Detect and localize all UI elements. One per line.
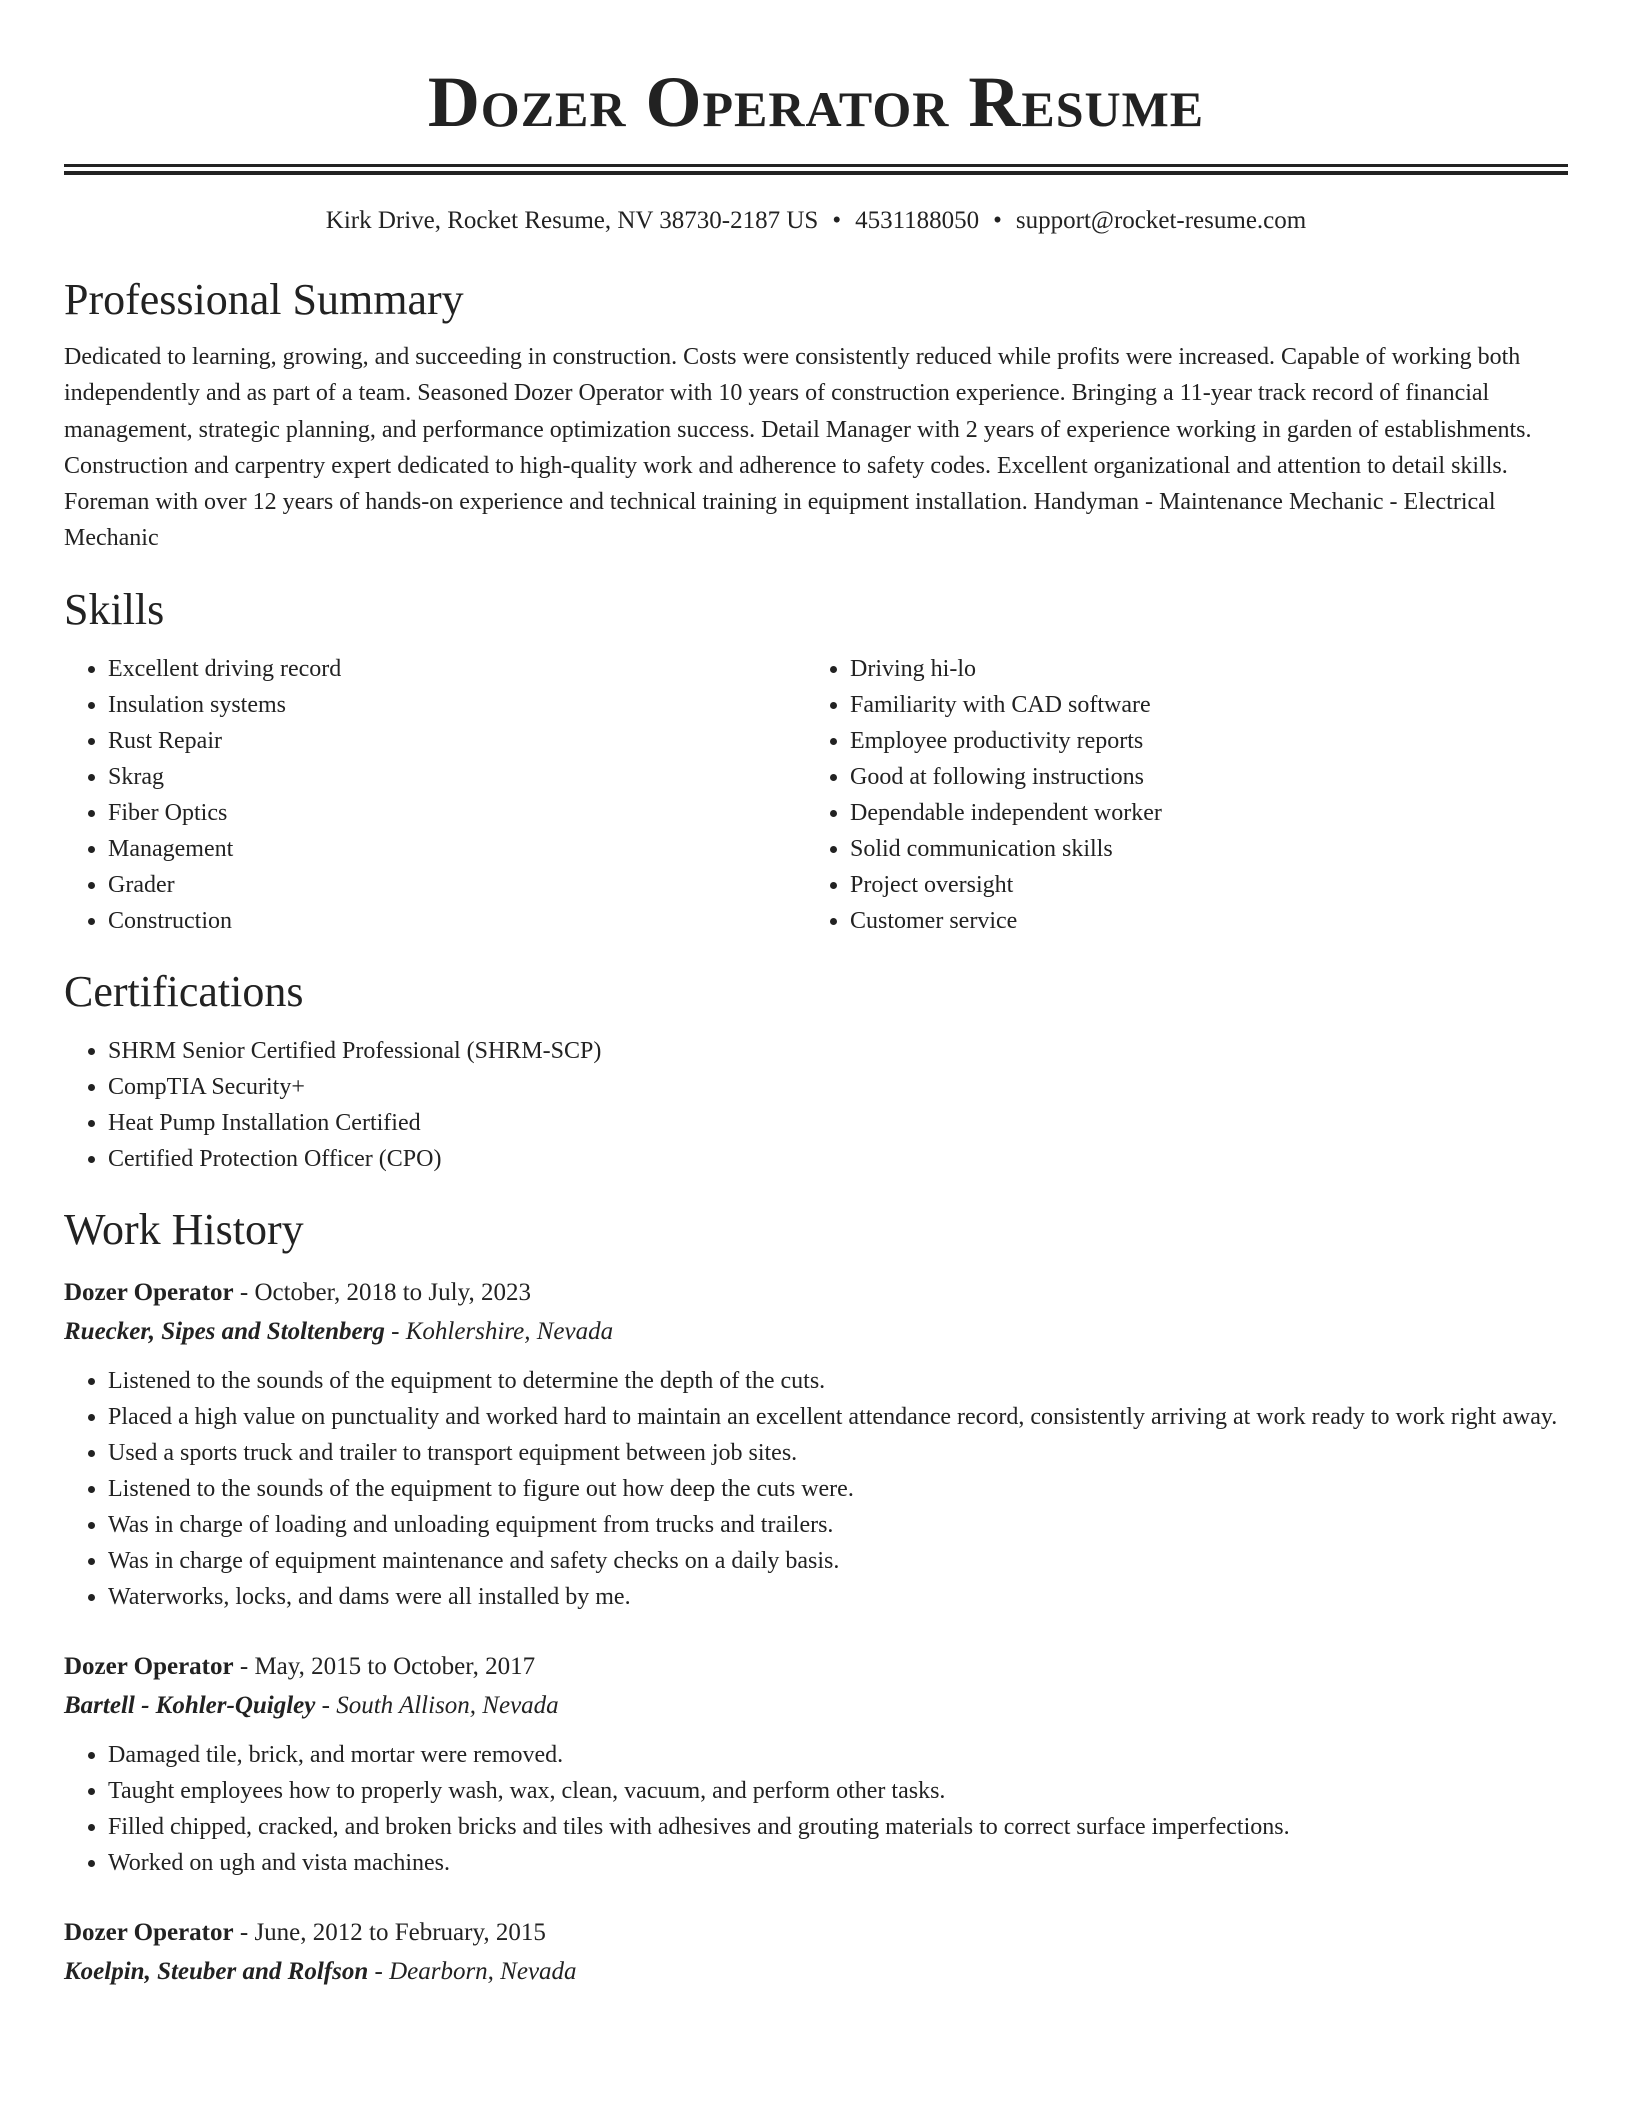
job-company-line: [64, 1312, 1568, 1352]
title-divider: [64, 164, 1568, 175]
certifications-heading: Certifications: [64, 966, 304, 1016]
contact-line: [64, 205, 1568, 237]
job-location: Dearborn, Nevada: [389, 1957, 577, 1985]
skill-item: • Construction: [108, 903, 806, 939]
certification-item: • CompTIA Security+: [108, 1069, 1568, 1105]
certification-item: • SHRM Senior Certified Professional (SHRM-SCP): [108, 1033, 1568, 1069]
work-history-heading: Work History: [64, 1204, 304, 1254]
skill-item: • Employee productivity reports: [850, 723, 1548, 759]
job-dates: June, 2012 to February, 2015: [254, 1918, 546, 1946]
skill-item: • Solid communication skills: [850, 831, 1548, 867]
job-location: South Allison, Nevada: [336, 1691, 559, 1719]
skill-item: • Excellent driving record: [108, 651, 806, 687]
skill-item: • Project oversight: [850, 867, 1548, 903]
contact-separator: •: [832, 207, 842, 234]
job-bullet: • Filled chipped, cracked, and broken bricks and tiles with adhesives and grouting materials to correct surface imperfections.: [108, 1809, 1568, 1845]
job-dates: May, 2015 to October, 2017: [254, 1652, 536, 1680]
contact-email: support@rocket-resume.com: [1015, 207, 1307, 234]
certifications-list: [64, 1033, 1568, 1177]
skill-item: • Rust Repair: [108, 723, 806, 759]
job-bullet: • Listened to the sounds of the equipment to figure out how deep the cuts were.: [108, 1471, 1568, 1507]
job-dash: -: [315, 1691, 337, 1719]
job-title-line: [64, 1647, 1568, 1686]
job-title: Dozer Operator: [64, 1278, 234, 1306]
job-bullets: [64, 1363, 1568, 1615]
job-company-line: [64, 1686, 1568, 1726]
skill-item: • Customer service: [850, 903, 1548, 939]
contact-address: Kirk Drive, Rocket Resume, NV 38730-2187 US: [325, 207, 819, 234]
resume-page: [64, 0, 1568, 1992]
job-bullet: • Placed a high value on punctuality and worked hard to maintain an excellent attendance record, consistently arriving at work ready to work right away.: [108, 1399, 1568, 1435]
job-dash: -: [233, 1278, 255, 1306]
job-dash: -: [233, 1652, 255, 1680]
job-title: Dozer Operator: [64, 1652, 234, 1680]
skills-heading: Skills: [64, 584, 165, 634]
certification-item: • Heat Pump Installation Certified: [108, 1105, 1568, 1141]
skills-column-left: [64, 651, 806, 939]
job-bullet: • Used a sports truck and trailer to transport equipment between job sites.: [108, 1435, 1568, 1471]
job-bullet: • Listened to the sounds of the equipment to determine the depth of the cuts.: [108, 1363, 1568, 1399]
job-company: Bartell - Kohler-Quigley: [64, 1691, 316, 1719]
job-location: Kohlershire, Nevada: [405, 1317, 614, 1345]
job-title: Dozer Operator: [64, 1918, 234, 1946]
job-bullet: • Damaged tile, brick, and mortar were removed.: [108, 1737, 1568, 1773]
job-bullet: • Was in charge of loading and unloading equipment from trucks and trailers.: [108, 1507, 1568, 1543]
summary-heading: Professional Summary: [64, 275, 464, 324]
job-bullet: • Taught employees how to properly wash, wax, clean, vacuum, and perform other tasks.: [108, 1773, 1568, 1809]
skill-item: • Good at following instructions: [850, 759, 1548, 795]
job-entry: [64, 1913, 1568, 1992]
job-dates: October, 2018 to July, 2023: [254, 1278, 531, 1306]
job-bullets: [64, 1737, 1568, 1881]
skill-item: • Dependable independent worker: [850, 795, 1548, 831]
job-company-line: [64, 1952, 1568, 1992]
skill-item: • Fiber Optics: [108, 795, 806, 831]
job-bullet: • Waterworks, locks, and dams were all installed by me.: [108, 1579, 1568, 1615]
skills-column-right: [806, 651, 1548, 939]
contact-phone: 4531188050: [855, 207, 980, 234]
job-dash: -: [368, 1957, 390, 1985]
skills-list: [64, 651, 1568, 939]
skill-item: • Familiarity with CAD software: [850, 687, 1548, 723]
job-company: Ruecker, Sipes and Stoltenberg: [64, 1317, 385, 1345]
certification-item: • Certified Protection Officer (CPO): [108, 1141, 1568, 1177]
summary-text: Dedicated to learning, growing, and succeeding in construction. Costs were consistently reduced while profits were increased. Capable of working both independently and as part of a team. Seasoned Dozer Operator with 10 years of construction experience. Bringing a 11-year track record of financial management, strategic planning, and performance optimization success. Detail Manager with 2 years of experience working in garden of establishments. Construction and carpentry expert dedicated to high-quality work and adherence to safety codes. Excellent organizational and attention to detail skills. Foreman with over 12 years of hands-on experience and technical training in equipment installation. Handyman - Maintenance Mechanic - Electrical Mechanic: [64, 344, 1532, 552]
job-entry: [64, 1647, 1568, 1881]
job-dash: -: [233, 1918, 255, 1946]
job-entry: [64, 1273, 1568, 1615]
skill-item: • Driving hi-lo: [850, 651, 1548, 687]
resume-title: Dozer Operator Resume: [427, 62, 1205, 142]
skill-item: • Grader: [108, 867, 806, 903]
job-dash: -: [384, 1317, 406, 1345]
skill-item: • Skrag: [108, 759, 806, 795]
job-title-line: [64, 1273, 1568, 1312]
job-company: Koelpin, Steuber and Rolfson: [64, 1957, 369, 1985]
skill-item: • Management: [108, 831, 806, 867]
job-bullet: • Worked on ugh and vista machines.: [108, 1845, 1568, 1881]
skill-item: • Insulation systems: [108, 687, 806, 723]
job-bullet: • Was in charge of equipment maintenance and safety checks on a daily basis.: [108, 1543, 1568, 1579]
job-title-line: [64, 1913, 1568, 1952]
contact-separator: •: [993, 207, 1002, 234]
